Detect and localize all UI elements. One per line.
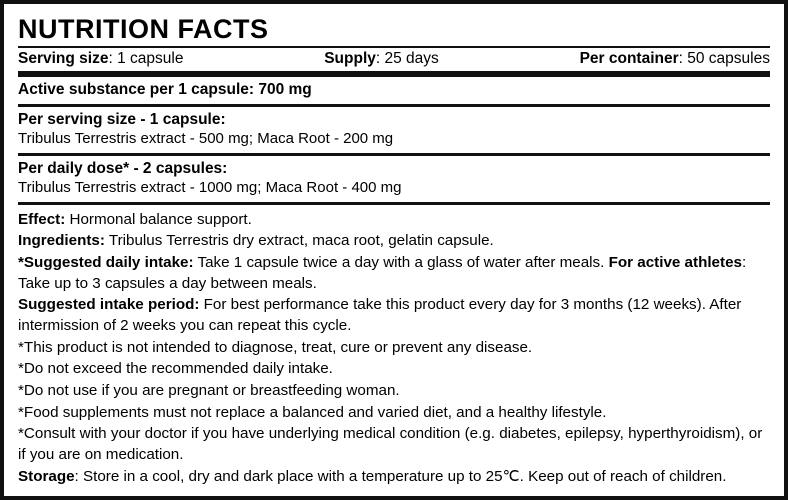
suggested-daily-intake-line [18,253,770,294]
ingredients-text: Tribulus Terrestris dry extract, maca root, gelatin capsule. [104,232,494,250]
directions-block [18,205,770,488]
intake-period-label: Suggested intake period: [18,296,200,314]
disclaimer-line: *Food supplements must not replace a balanced and varied diet, and a healthy lifestyle. [18,403,607,421]
per-serving-block [18,107,770,153]
label-content [18,12,770,488]
intake-period-text: For best performance take this product every day for 3 months (12 weeks). After intermission of 2 weeks you can repeat this cycle. [18,296,742,335]
per-daily-dose-header: Per daily dose* - 2 capsules: [18,159,228,177]
per-serving-detail: Tribulus Terrestris extract - 500 mg; Maca Root - 200 mg [18,130,394,148]
ingredients-line [18,231,770,252]
active-athletes-label: For active athletes [608,254,742,272]
per-serving-header: Per serving size - 1 capsule: [18,110,226,128]
active-substance-text: Active substance per 1 capsule: 700 mg [18,80,312,98]
suggested-daily-intake-label: *Suggested daily intake: [18,254,194,272]
active-athletes-text: : Take up to 3 capsules a day between meals. [18,254,747,292]
ingredients-label: Ingredients: [18,232,105,250]
per-container-cell [580,50,770,68]
storage-label: Storage [18,467,75,485]
page-title: NUTRITION FACTS [18,14,269,44]
effect-text: Hormonal balance support. [65,210,252,228]
storage-line [18,467,770,488]
active-substance-block [18,77,770,104]
supply-label: Supply [324,50,376,67]
supply-value: : 25 days [375,50,439,67]
effect-label: Effect: [18,210,66,228]
suggested-daily-intake-text: Take 1 capsule twice a day with a glass of water after meals. [193,254,609,272]
disclaimer-line: *Do not exceed the recommended daily intake. [18,360,333,378]
serving-size-value: : 1 capsule [108,50,184,67]
per-daily-dose-block [18,156,770,202]
serving-info-row [18,48,770,71]
supply-cell [324,50,439,68]
effect-line [18,210,770,231]
per-daily-dose-detail: Tribulus Terrestris extract - 1000 mg; Maca Root - 400 mg [18,179,402,197]
serving-size-cell [18,50,183,68]
per-container-label: Per container [579,50,679,67]
disclaimer-line: *Consult with your doctor if you have underlying medical condition (e.g. diabetes, epilepsy, hyperthyroidism), or if you are on medication. [18,425,763,464]
per-container-value: : 50 capsules [678,50,770,67]
disclaimer-line: *This product is not intended to diagnose, treat, cure or prevent any disease. [18,338,533,356]
disclaimer-line: *Do not use if you are pregnant or breastfeeding woman. [18,382,400,400]
storage-text: : Store in a cool, dry and dark place with a temperature up to 25℃. Keep out of reach of children. [74,467,727,485]
serving-size-label: Serving size [18,50,109,67]
intake-period-line [18,295,770,336]
